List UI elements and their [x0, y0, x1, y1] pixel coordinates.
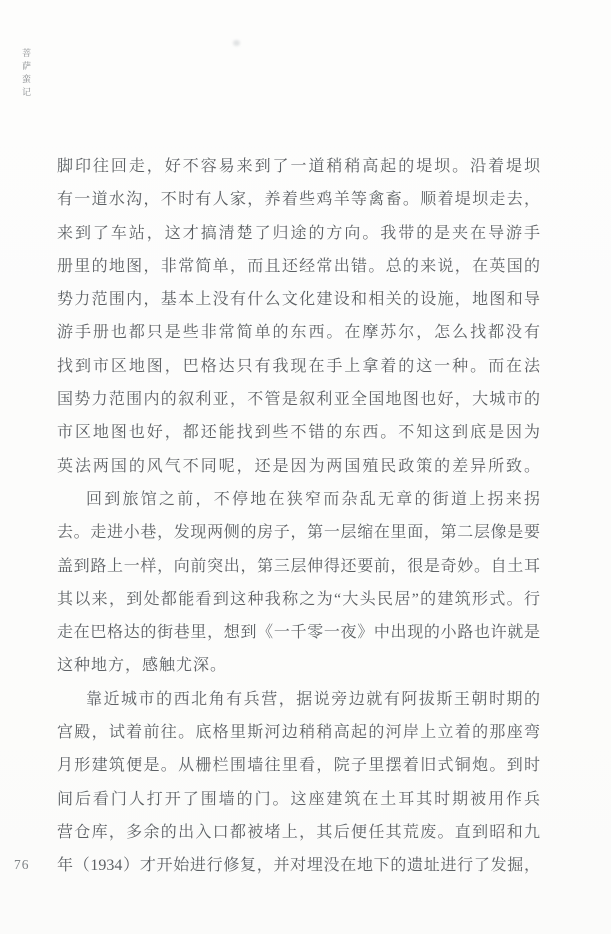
text-line: 英法两国的风气不同呢，还是因为两国殖民政策的差异所致。: [57, 457, 540, 475]
text-line-paragraph-start: 靠近城市的西北角有兵营，据说旁边就有阿拔斯王朝时期的: [86, 690, 540, 708]
book-spine-title: 菩萨蛮记: [21, 48, 31, 100]
text-line: 市区地图也好，都还能找到些不错的东西。不知这到底是因为: [57, 424, 540, 442]
text-line: 来到了车站，这才搞清楚了归途的方向。我带的是夹在导游手: [57, 224, 540, 242]
text-line-paragraph-end: 这种地方，感触尤深。: [57, 657, 228, 675]
text-line: 年（1934）才开始进行修复，并对埋没在地下的遗址进行了发掘，: [57, 857, 540, 875]
text-line: 脚印往回走，好不容易来到了一道稍稍高起的堤坝。沿着堤坝: [57, 158, 540, 175]
text-line: 找到市区地图，巴格达只有我现在手上拿着的这一种。而在法: [57, 357, 540, 375]
text-line: 走在巴格达的街巷里，想到《一千零一夜》中出现的小路也许就是: [57, 624, 540, 642]
text-line-paragraph-start: 回到旅馆之前，不停地在狭窄而杂乱无章的街道上拐来拐: [86, 490, 540, 508]
text-line: 盖到路上一样，向前突出，第三层伸得还要前，很是奇妙。自土耳: [57, 557, 540, 575]
text-line: 营仓库，多余的出入口都被堵上，其后便任其荒废。直到昭和九: [57, 823, 540, 841]
text-line: 有一道水沟，不时有人家，养着些鸡羊等禽畜。顺着堤坝走去，: [57, 191, 540, 209]
text-line: 间后看门人打开了围墙的门。这座建筑在土耳其时期被用作兵: [57, 790, 540, 808]
text-line: 册里的地图，非常简单，而且还经常出错。总的来说，在英国的: [57, 257, 540, 275]
text-line: 月形建筑便是。从栅栏围墙往里看，院子里摆着旧式铜炮。到时: [57, 757, 540, 775]
text-line: 去。走进小巷，发现两侧的房子，第一层缩在里面，第二层像是要: [57, 524, 540, 542]
text-line: 其以来，到处都能看到这种我称之为“大头民居”的建筑形式。行: [57, 590, 540, 608]
body-text: [57, 150, 540, 883]
text-line: 国势力范围内的叙利亚，不管是叙利亚全国地图也好，大城市的: [57, 391, 540, 409]
text-line: 游手册也都只是些非常简单的东西。在摩苏尔，怎么找都没有: [57, 324, 540, 342]
text-line: 势力范围内，基本上没有什么文化建设和相关的设施，地图和导: [57, 291, 540, 309]
text-line: 宫殿，试着前往。底格里斯河边稍稍高起的河岸上立着的那座弯: [57, 724, 540, 742]
scan-smudge: [233, 40, 240, 46]
page-number: 76: [14, 857, 30, 872]
